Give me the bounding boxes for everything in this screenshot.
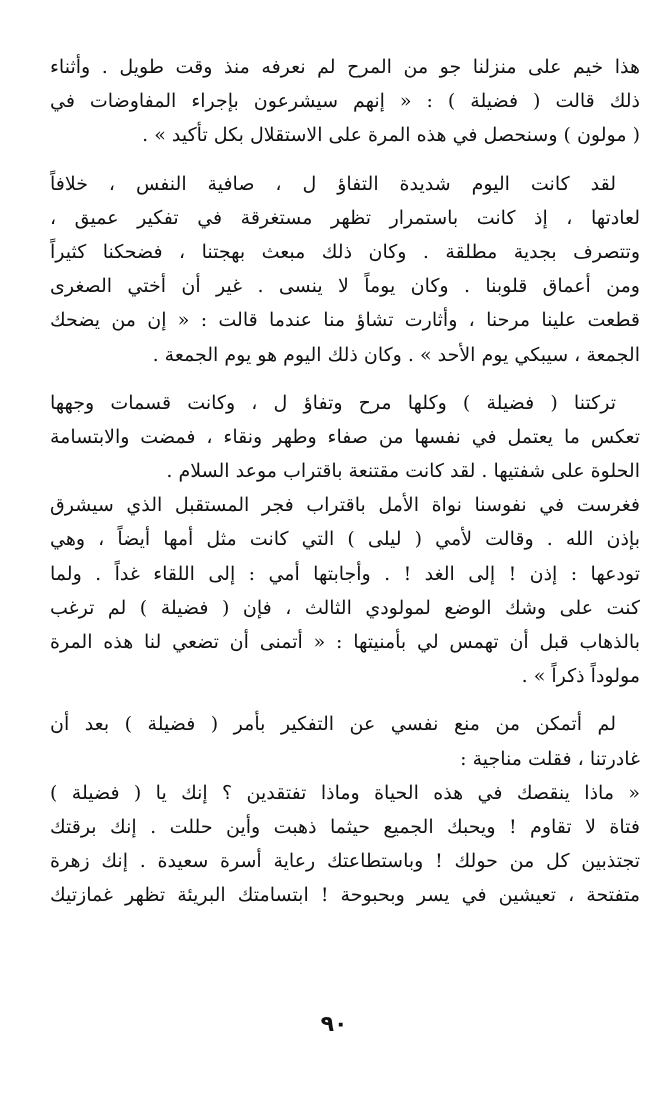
text-line: الحلوة على شفتيها . لقد كانت مقتنعة باقتراب موعد السلام . <box>166 460 640 483</box>
text-line: لعادتها ، إذ كانت باستمرار تظهر مستغرقة في تفكير عميق ، <box>50 206 640 229</box>
text-line: قطعت علينا مرحنا ، وأثارت تشاؤ منا عندما قالت : « إن من يضحك <box>50 309 640 332</box>
text-line: ومن أعماق قلوبنا . وكان يوماً لا ينسى . غير أن أختي الصغرى <box>50 275 640 298</box>
paragraph-2 <box>50 167 640 372</box>
paragraph-4 <box>50 707 640 775</box>
page-number: ٩٠ <box>320 1012 348 1037</box>
text-line: كنت على وشك الوضع لمولودي الثالث ، فإن ( فضيلة ) لم ترغب <box>50 596 640 619</box>
text-line: تودعها : إذن ! إلى الغد ! . وأجابتها أمي : إلى اللقاء غداً . ولما <box>50 562 640 585</box>
text-line: فغرست في نفوسنا نواة الأمل باقتراب فجر المستقبل الذي سيشرق <box>50 494 640 517</box>
text-line: ( مولون ) وسنحصل في هذه المرة على الاستقلال بكل تأكيد » . <box>142 124 640 147</box>
text-line: لقد كانت اليوم شديدة التفاؤ ل ، صافية النفس ، خلافاً <box>50 172 616 195</box>
text-line: بإذن الله . وقالت لأمي ( ليلى ) التي كانت مثل أمها أيضاً ، وهي <box>50 528 640 551</box>
book-page <box>50 50 640 1050</box>
text-line: ذلك قالت ( فضيلة ) : « إنهم سيشرعون بإجراء المفاوضات في <box>50 90 640 113</box>
text-line: « ماذا ينقصك في هذه الحياة وماذا تفتقدين ؟ إنك يا ( فضيلة ) <box>50 781 640 804</box>
text-line: بالذهاب قبل أن تهمس لي بأمنيتها : « أتمنى أن تضعي لنا هذه المرة <box>50 631 640 653</box>
paragraph-1 <box>50 50 640 153</box>
text-line: فتاة لا تقاوم ! ويحبك الجميع حيثما ذهبت وأين حللت . إنك برقتك <box>50 815 640 838</box>
text-line: تركتنا ( فضيلة ) وكلها مرح وتفاؤ ل ، وكانت قسمات وجهها <box>50 391 616 414</box>
text-line: هذا خيم على منزلنا جو من المرح لم نعرفه منذ وقت طويل . وأثناء <box>50 56 640 78</box>
text-line: تعكس ما يعتمل في نفسها من صفاء وطهر ونقاء ، فمضت والابتسامة <box>50 425 640 448</box>
text-line: غادرتنا ، فقلت مناجية : <box>460 747 640 770</box>
text-line: الجمعة ، سيبكي يوم الأحد » . وكان ذلك اليوم هو يوم الجمعة . <box>152 343 640 366</box>
paragraph-5 <box>50 776 640 913</box>
text-line: وتتصرف بجدية مطلقة . وكان ذلك مبعث بهجتنا ، فضحكنا كثيراً <box>50 240 640 263</box>
text-line: متفتحة ، تعيشين في يسر وبحبوحة ! ابتسامتك البريئة تظهر غمازتيك <box>50 884 640 907</box>
paragraph-3 <box>50 386 640 694</box>
text-line: تجتذبين كل من حولك ! وباستطاعتك رعاية أسرة سعيدة . إنك زهرة <box>50 850 640 873</box>
text-line: لم أتمكن من منع نفسي عن التفكير بأمر ( فضيلة ) بعد أن <box>50 713 616 736</box>
text-line: مولوداً ذكراً » . <box>521 665 640 688</box>
